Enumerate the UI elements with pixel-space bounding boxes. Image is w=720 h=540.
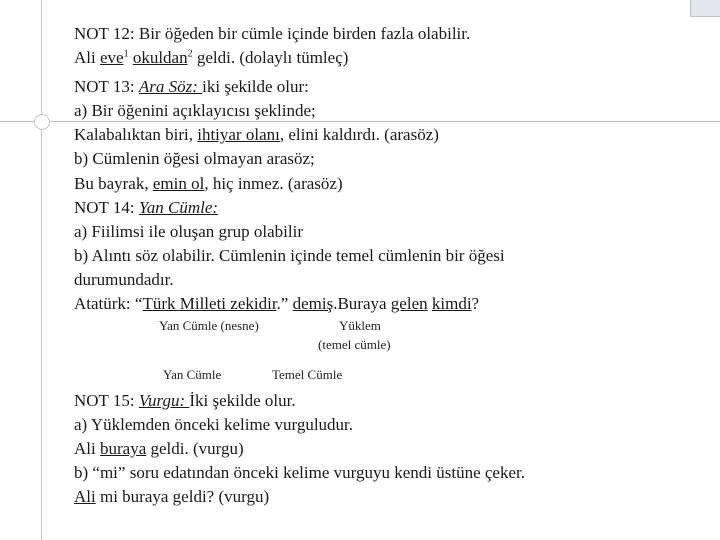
- underlined-word: buraya: [99, 439, 147, 458]
- note-12-title: [74, 24, 470, 44]
- decorative-circle: [34, 114, 50, 130]
- text: , hiç inmez. (arasöz): [204, 174, 343, 193]
- text: a) Fiilimsi ile oluşan grup olabilir: [74, 222, 304, 241]
- note-14-b: [74, 246, 505, 266]
- note-13-a-example: [74, 125, 439, 145]
- text: Ali: [74, 48, 100, 67]
- underlined-word: gelen: [390, 294, 428, 313]
- annotation-temel-cumle-paren: (temel cümle): [318, 337, 391, 352]
- underlined-word: okuldan: [132, 48, 188, 67]
- underlined-word: emin ol: [152, 174, 205, 193]
- text: Bu bayrak,: [74, 174, 153, 193]
- text: geldi. (dolaylı tümleç): [192, 48, 349, 67]
- text: NOT 13:: [74, 77, 139, 96]
- text: geldi. (vurgu): [146, 439, 244, 458]
- text: durumundadır.: [74, 270, 174, 289]
- note-12-example: [74, 48, 348, 68]
- text: Ali: [74, 439, 100, 458]
- underlined-term: Yan Cümle:: [138, 198, 219, 217]
- note-13-a: [74, 101, 316, 121]
- superscript: 1: [123, 48, 129, 60]
- text: NOT 12: Bir öğeden bir cümle içinde birden fazla olabilir.: [74, 24, 471, 43]
- note-14-example: [74, 294, 479, 314]
- underlined-phrase: Türk Milleti zekidir: [142, 294, 277, 313]
- decorative-horizontal-line: [0, 121, 720, 122]
- text: .Buraya: [333, 294, 391, 313]
- text: a) Bir öğenini açıklayıcısı şeklinde;: [74, 101, 316, 120]
- text: a) Yüklemden önceki kelime vurguludur.: [74, 415, 354, 434]
- decorative-vertical-line: [41, 0, 42, 540]
- note-13-b: [74, 149, 315, 169]
- text: .”: [276, 294, 293, 313]
- text: , elini kaldırdı. (arasöz): [279, 125, 439, 144]
- text: b) Alıntı söz olabilir. Cümlenin içinde temel cümlenin bir öğesi: [74, 246, 505, 265]
- superscript: 2: [187, 48, 193, 60]
- note-15-title: [74, 391, 296, 411]
- note-15-a: [74, 415, 353, 435]
- underlined-word: kimdi: [431, 294, 472, 313]
- note-15-b-example: [74, 487, 269, 507]
- underlined-word: eve: [99, 48, 124, 67]
- text: Atatürk: “: [74, 294, 143, 313]
- note-15-a-example: [74, 439, 244, 459]
- annotation-yan-cumle-nesne: Yan Cümle (nesne): [159, 318, 259, 333]
- annotation-yan-cumle: Yan Cümle: [163, 367, 222, 382]
- text: NOT 15:: [74, 391, 139, 410]
- underlined-term: Ara Söz:: [138, 77, 203, 96]
- underlined-term: Vurgu:: [138, 391, 190, 410]
- text: ?: [471, 294, 480, 313]
- note-14-title: [74, 198, 218, 218]
- annotation-yuklem: Yüklem: [339, 318, 381, 333]
- decorative-corner-square: [690, 0, 720, 17]
- text: b) Cümlenin öğesi olmayan arasöz;: [74, 149, 315, 168]
- text: İki şekilde olur.: [189, 391, 296, 410]
- text: iki şekilde olur:: [202, 77, 309, 96]
- annotation-temel-cumle: Temel Cümle: [272, 367, 343, 382]
- note-14-a: [74, 222, 303, 242]
- note-13-b-example: [74, 174, 343, 194]
- note-13-title: [74, 77, 309, 97]
- underlined-word: Ali: [74, 487, 96, 506]
- text: NOT 14:: [74, 198, 139, 217]
- note-15-b: [74, 463, 525, 483]
- underlined-word: ihtiyar olanı: [197, 125, 280, 144]
- note-14-b-cont: [74, 270, 174, 290]
- text: Kalabalıktan biri,: [74, 125, 198, 144]
- text: b) “mi” soru edatından önceki kelime vurguyu kendi üstüne çeker.: [74, 463, 525, 482]
- text: mi buraya geldi? (vurgu): [95, 487, 270, 506]
- underlined-word: demiş: [292, 294, 334, 313]
